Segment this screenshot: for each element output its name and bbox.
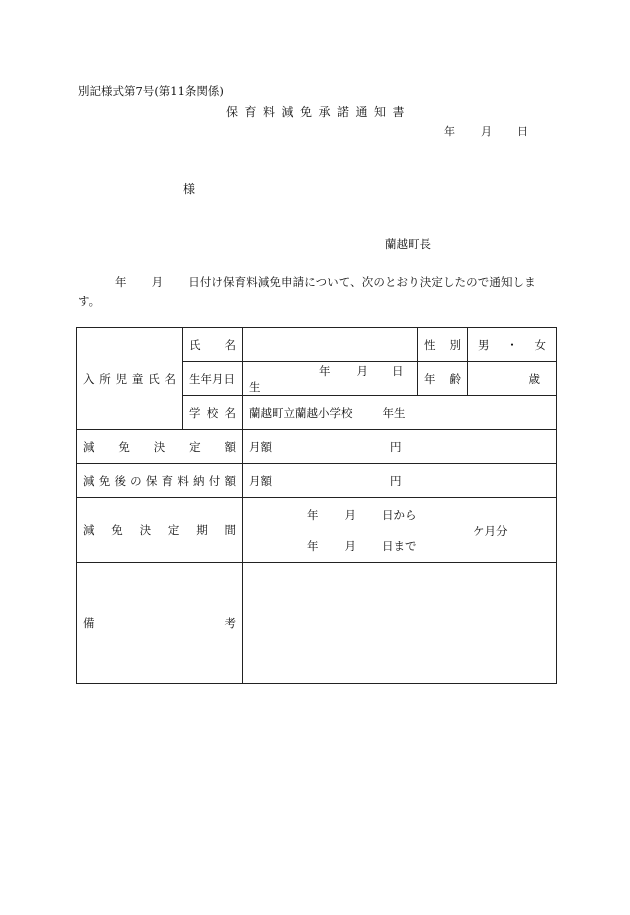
period-label-cell [77,498,243,563]
after-amount-value-cell[interactable] [243,464,557,498]
child-section-label: 入 所 児 童 氏 名 [83,371,176,386]
date-day: 日 [517,125,528,138]
reduction-amount-value-cell[interactable] [243,430,557,464]
school-value-cell[interactable] [243,396,557,430]
child-section-label-cell [77,328,183,430]
gender-label: 性 別 [424,337,461,352]
body-text: 日付け保育料減免申請について、次のとおり決定したので通知します。 [78,275,536,308]
gender-female[interactable]: 女 [534,337,546,352]
school-label-cell [183,396,243,430]
after-yen: 円 [390,473,402,488]
gender-options-cell[interactable] [468,328,557,362]
period-label: 減 免 決 定 期 間 [83,523,236,537]
period-to-day: 日まで [382,539,417,553]
after-monthly-label: 月額 [249,473,272,488]
reduction-amount-label: 減 免 決 定 額 [83,439,236,454]
period-to [307,538,417,554]
dob-day: 日生 [249,363,404,394]
row-period [77,498,557,563]
remarks-value-cell[interactable] [243,563,557,684]
after-amount-label: 減 免 後 の 保 育 料 納 付 額 [83,473,236,488]
school-label: 学 校 名 [189,405,236,420]
gender-options [474,337,550,353]
school-value: 蘭越町立蘭越小学校 [249,405,353,420]
row-remarks [77,563,557,684]
reduction-monthly-label: 月額 [249,439,272,454]
dob-value-cell[interactable] [243,362,418,396]
reduction-amount-label-cell [77,430,243,464]
dob-label-cell: 生年月日 [183,362,243,396]
remarks-label-cell [77,563,243,684]
gender-male[interactable]: 男 [478,337,490,352]
period-value-cell[interactable] [243,498,557,563]
period-to-month: 月 [344,539,356,553]
name-value-cell[interactable] [243,328,418,362]
date-year: 年 [444,125,455,138]
name-label: 氏 名 [189,337,236,352]
after-amount-label-cell [77,464,243,498]
remarks-label: 備 考 [83,616,236,630]
period-months: ケ月分 [473,524,508,538]
form-id: 別記様式第7号(第11条関係) [78,84,224,98]
period-to-year: 年 [307,539,319,553]
reduction-yen: 円 [390,439,402,454]
gender-separator: ・ [506,337,518,352]
row-name [77,328,557,362]
period-from [307,507,417,523]
issuer: 蘭越町長 [385,237,431,251]
gender-label-cell [418,328,468,362]
age-label: 年 齢 [424,371,461,386]
notice-table [76,327,557,684]
row-reduction-amount [77,430,557,464]
period-from-day: 日から [382,508,417,522]
notice-body [78,273,556,311]
name-label-cell [183,328,243,362]
age-unit: 歳 [528,371,540,386]
recipient-suffix: 様 [183,182,196,196]
period-from-year: 年 [307,508,319,522]
document-title: 保育料減免承諾通知書 [226,105,412,119]
dob-year: 年 [319,363,331,378]
body-year: 年 [115,275,127,289]
dob-month: 月 [356,363,368,378]
row-after-amount [77,464,557,498]
issue-date [444,123,528,139]
age-value-cell[interactable] [468,362,557,396]
age-label-cell [418,362,468,396]
body-month: 月 [151,275,164,289]
date-month: 月 [481,125,492,138]
grade-unit: 年生 [382,405,406,420]
period-from-month: 月 [344,508,356,522]
